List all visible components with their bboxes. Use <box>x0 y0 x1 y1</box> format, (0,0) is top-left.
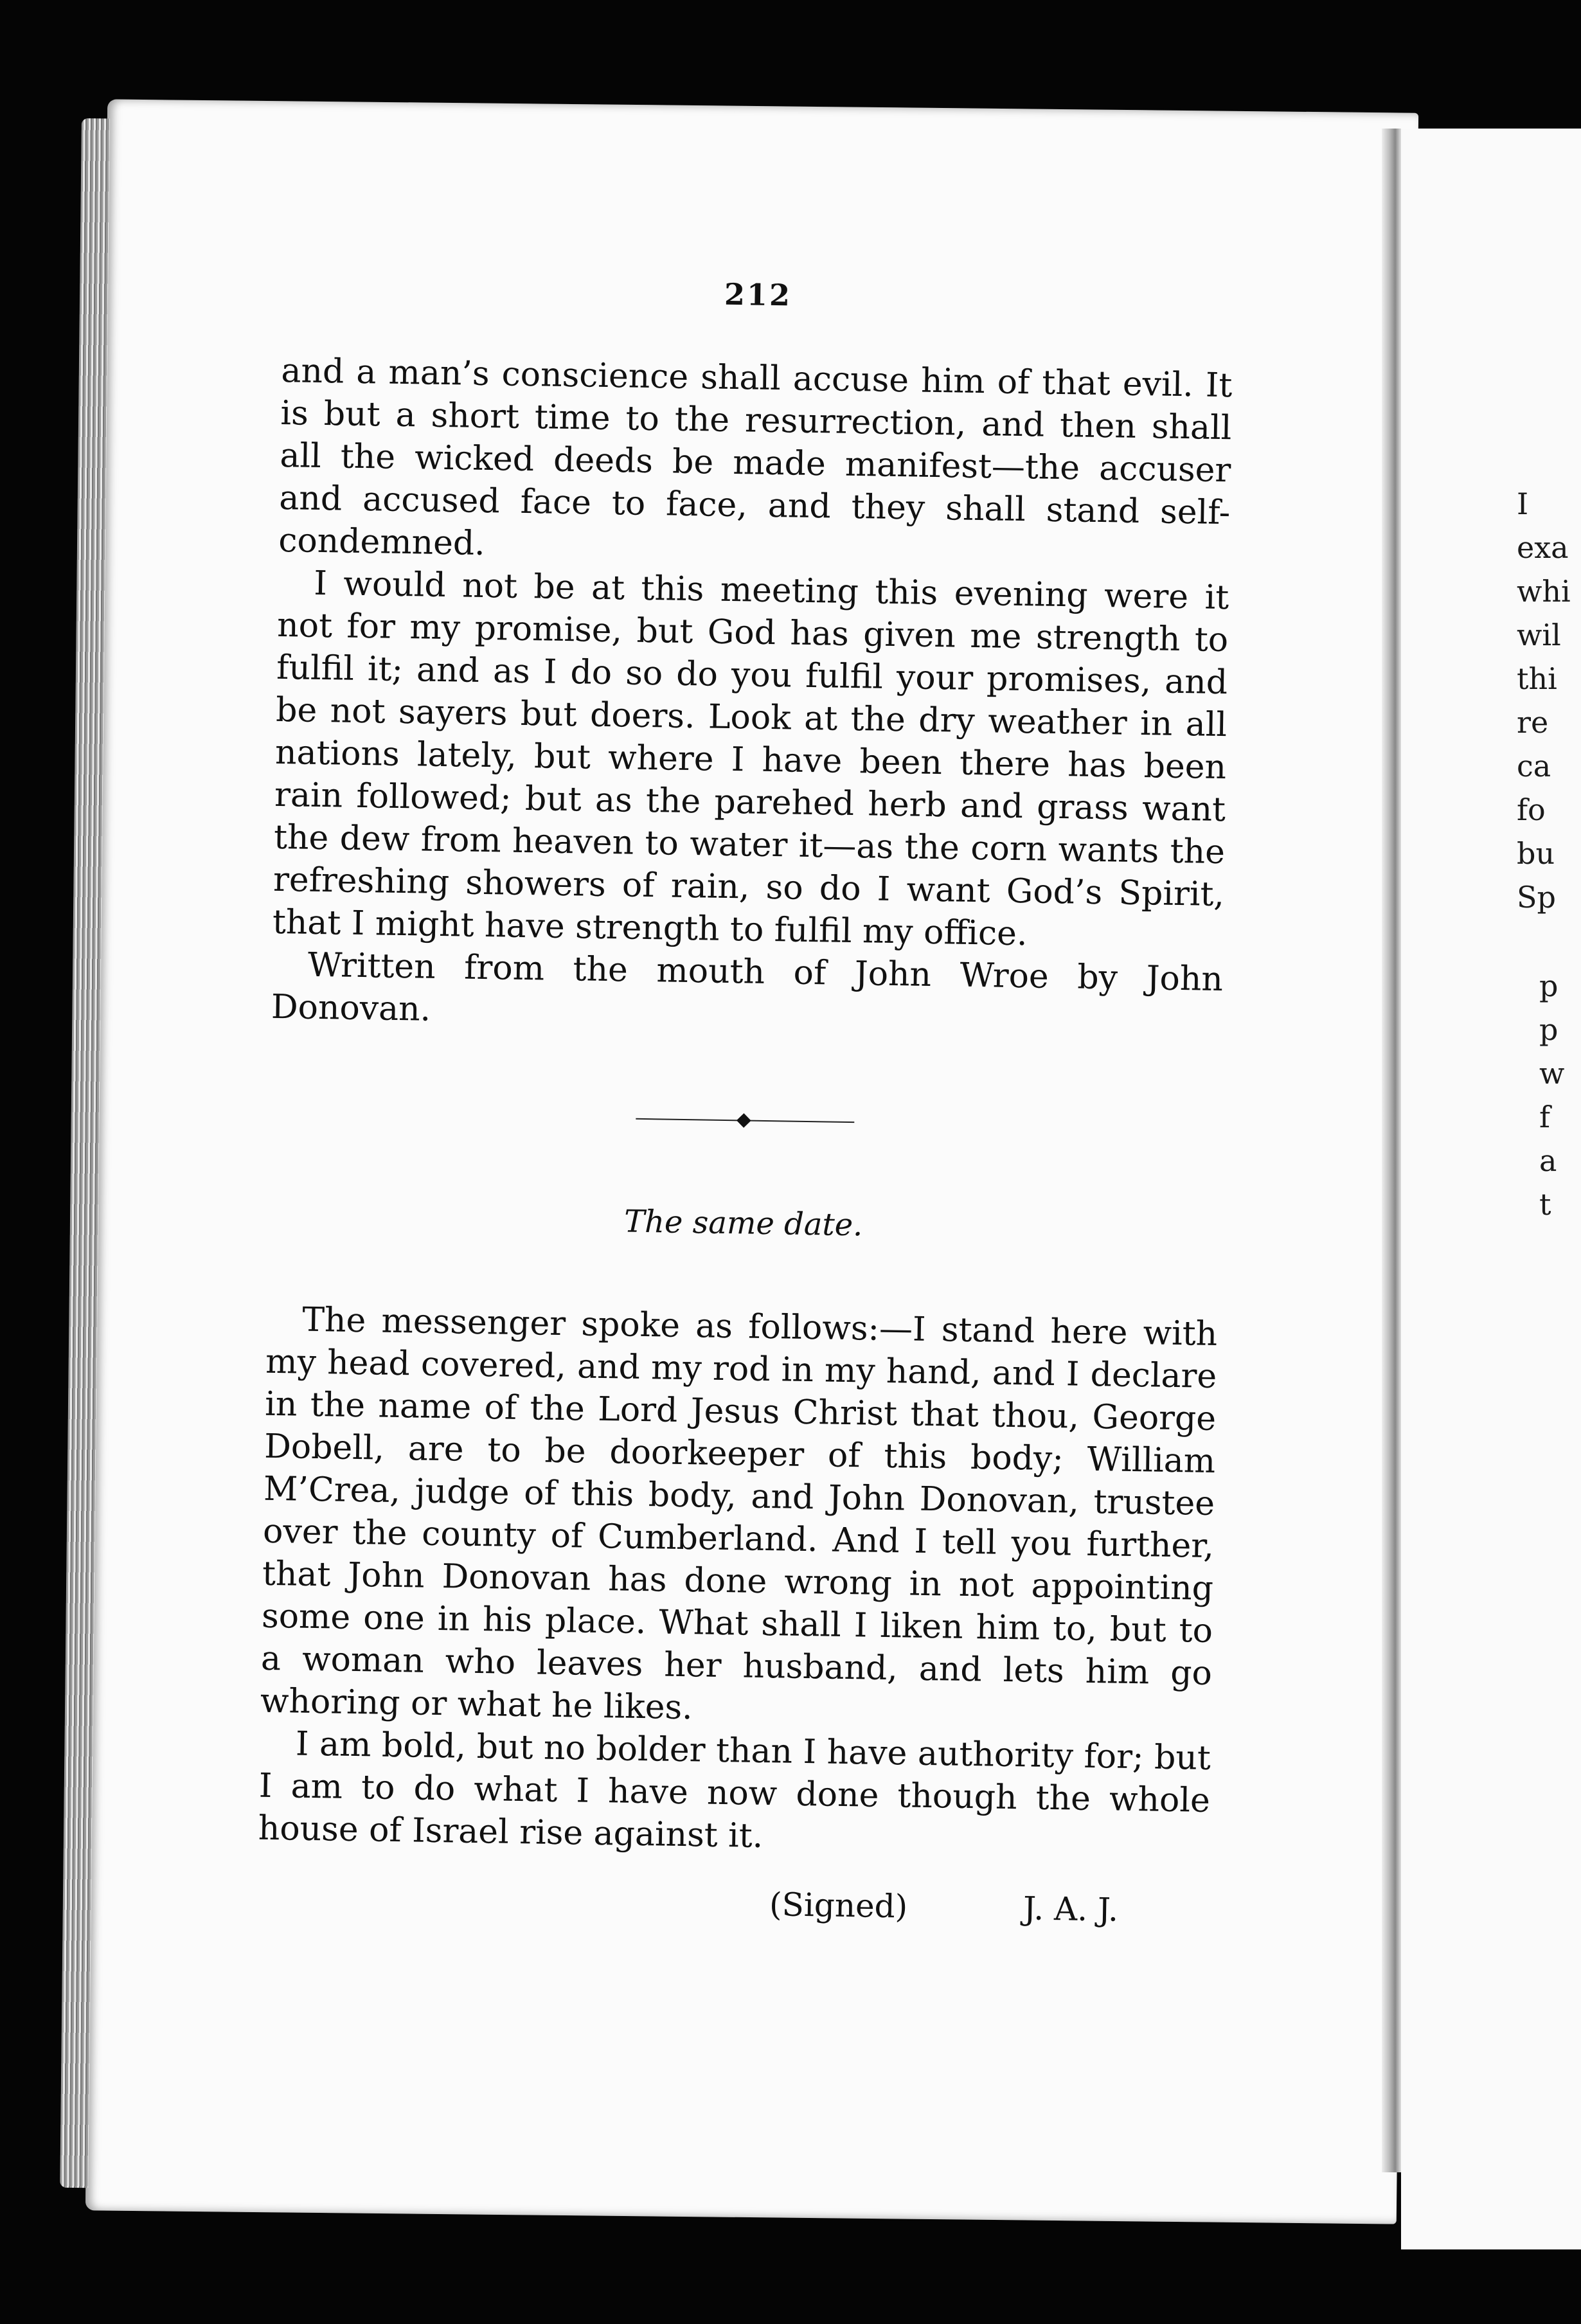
section-divider <box>636 1111 854 1130</box>
book-gutter <box>1382 129 1401 2172</box>
signature-initials: J. A. J. <box>1023 1890 1119 1929</box>
paragraph-1: and a man’s conscience shall accuse him of that evil. It is but a short time to the resurrection, and then shall all the wicked deeds be made manifest—the accuser and accused face to face, and they shall stand self-condemned. <box>278 351 1233 563</box>
signature-label: (Signed) <box>769 1886 908 1926</box>
right-page-fragment <box>1401 129 1581 2249</box>
section-title: The same date. <box>623 1203 863 1244</box>
paragraph-2: I would not be at this meeting this evening were it not for my promise, but God has given me strength to fulfil it; and as I do so do you fulfil your promises, and be not sayers but doers. Look at the dry weather in all nations lately, but where I have been there has been rain followed; but as the parehed herb and grass want the dew from heaven to water it—as the corn wants the refreshing showers of rain, so do I want God’s Spirit, that I might have strength to fulfil my office. <box>272 564 1229 954</box>
paragraph-3: Written from the mouth of John Wroe by John Donovan. <box>271 945 1224 1029</box>
paragraph-4: The messenger spoke as follows:—I stand here with my head covered, and my rod in my hand, and I declare in the name of the Lord Jesus Christ that thou, George Dobell, are to be doorkeeper of this body; William M’Crea, judge of this body, and John Donovan, trustee over the county of Cumberland. And I tell you further, that John Donovan has done wrong in not appointing some one in his place. What shall I liken him to, but to a woman who leaves her husband, and lets him go whoring or what he likes. <box>260 1300 1218 1728</box>
divider-ornament-icon <box>737 1113 751 1128</box>
page-content <box>257 270 1234 1930</box>
page-number: 212 <box>724 276 792 313</box>
paragraph-5: I am bold, but no bolder than I have authority for; but I am to do what I have now done though the whole house of Israel rise against it. <box>258 1724 1211 1856</box>
right-page-text-b: p p w f a t <box>1539 969 1565 1222</box>
right-page-text-a: I exa whi wil thi re ca fo bu Sp <box>1517 487 1571 915</box>
